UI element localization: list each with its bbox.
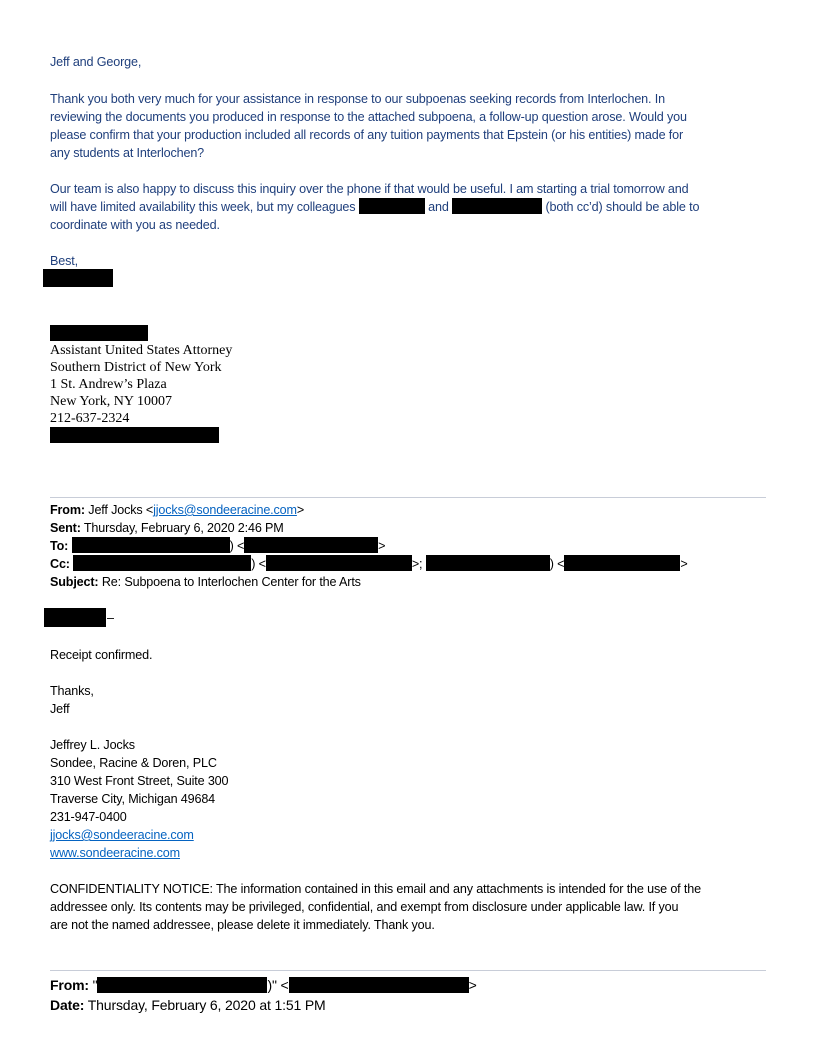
divider	[50, 497, 766, 498]
notice-line: CONFIDENTIALITY NOTICE: The information contained in this email and any attachments is intended for the use of the	[50, 882, 701, 896]
para2-line: coordinate with you as needed.	[50, 218, 220, 232]
to-line: To: ) < >	[50, 539, 386, 553]
from-label: From:	[50, 977, 89, 993]
redaction	[289, 977, 469, 993]
date-label: Date:	[50, 997, 85, 1013]
redaction	[426, 555, 550, 571]
para1-line: please confirm that your production included all records of any tuition payments that Epstein (or his entities) made for	[50, 128, 684, 142]
signature-line: Assistant United States Attorney	[50, 343, 233, 358]
body-text: Receipt confirmed.	[50, 648, 153, 662]
closing: Best,	[50, 254, 78, 268]
sent-label: Sent:	[50, 521, 81, 535]
from-email-link[interactable]: jjocks@sondeeracine.com	[153, 503, 297, 517]
sig-line: Jeffrey L. Jocks	[50, 738, 135, 752]
para1-line: any students at Interlochen?	[50, 146, 205, 160]
redaction	[73, 555, 251, 571]
website-link[interactable]: www.sondeeracine.com	[50, 846, 180, 860]
dash: –	[107, 611, 114, 625]
redaction	[452, 198, 542, 214]
para2-text: will have limited availability this week, but my colleagues	[50, 200, 356, 214]
redaction	[359, 198, 425, 214]
sent-line	[50, 519, 284, 537]
sig-line: 231-947-0400	[50, 810, 127, 824]
sig-line: Sondee, Racine & Doren, PLC	[50, 756, 217, 770]
para2-line: Our team is also happy to discuss this inquiry over the phone if that would be useful. I am starting a trial tomorrow and	[50, 182, 689, 196]
signature-line: New York, NY 10007	[50, 394, 172, 409]
notice-line: addressee only. Its contents may be privileged, confidential, and exempt from disclosure under applicable law. If you	[50, 900, 679, 914]
redaction	[266, 555, 412, 571]
redaction	[44, 608, 106, 627]
signature-line: Southern District of New York	[50, 360, 222, 375]
greeting: Jeff and George,	[50, 55, 142, 69]
subject-line	[50, 573, 361, 591]
from-end: >	[296, 503, 305, 517]
thanks: Thanks,	[50, 684, 94, 698]
from-line	[50, 501, 304, 519]
signature-line: 1 St. Andrew’s Plaza	[50, 377, 167, 392]
subject-value: Re: Subpoena to Interlochen Center for the Arts	[101, 575, 361, 589]
redaction	[50, 325, 148, 341]
redaction	[97, 977, 267, 993]
date-line	[50, 996, 326, 1014]
redaction	[50, 427, 219, 443]
date-value: Thursday, February 6, 2020 at 1:51 PM	[87, 997, 326, 1013]
divider	[50, 970, 766, 971]
from-label: From:	[50, 503, 85, 517]
name-short: Jeff	[50, 702, 70, 716]
sig-line: 310 West Front Street, Suite 300	[50, 774, 229, 788]
para2-line	[50, 198, 699, 216]
para2-text: (both cc’d) should be able to	[545, 200, 700, 214]
redaction	[564, 555, 680, 571]
para2-text: and	[428, 200, 449, 214]
notice-line: are not the named addressee, please delete it immediately. Thank you.	[50, 918, 435, 932]
sig-line: Traverse City, Michigan 49684	[50, 792, 216, 806]
sent-value: Thursday, February 6, 2020 2:46 PM	[83, 521, 284, 535]
to-label: To:	[50, 539, 69, 553]
from-line-2: From: " )" < >	[50, 977, 477, 993]
email-link[interactable]: jjocks@sondeeracine.com	[50, 828, 194, 842]
cc-line: Cc: ) < >; ) < >	[50, 557, 688, 571]
subject-label: Subject:	[50, 575, 99, 589]
redaction	[43, 269, 113, 287]
para1-line: Thank you both very much for your assistance in response to our subpoenas seeking records from Interlochen. In	[50, 92, 665, 106]
para1-line: reviewing the documents you produced in response to the attached subpoena, a follow-up question arose. Would you	[50, 110, 687, 124]
signature-line: 212-637-2324	[50, 411, 130, 426]
redaction	[72, 537, 230, 553]
cc-label: Cc:	[50, 557, 70, 571]
redaction	[244, 537, 378, 553]
from-name: Jeff Jocks <	[88, 503, 154, 517]
